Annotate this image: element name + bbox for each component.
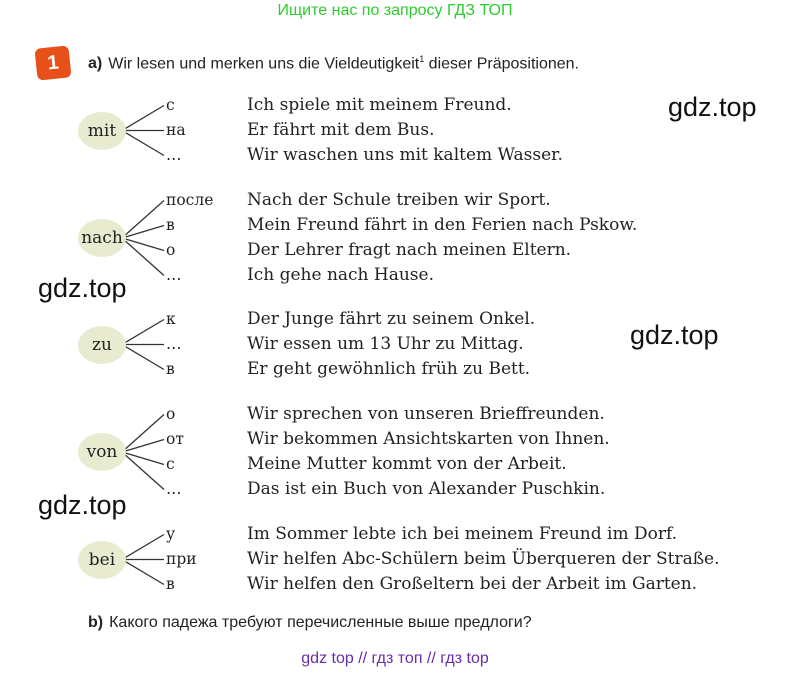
task-b-label: b) xyxy=(88,614,104,631)
watermark: gdz.top xyxy=(630,320,719,350)
russian-preposition: … xyxy=(166,266,182,284)
russian-preposition: … xyxy=(166,146,182,164)
example-sentence: Wir helfen Abc-Schülern beim Überqueren der Straße. xyxy=(247,549,720,569)
task-b xyxy=(88,614,532,632)
russian-preposition: после xyxy=(166,191,214,209)
group-nach xyxy=(78,188,790,288)
task-a xyxy=(88,54,579,73)
russian-preposition: в xyxy=(166,575,175,593)
connector-line xyxy=(122,345,164,370)
example-sentence: Wir bekommen Ansichtskarten von Ihnen. xyxy=(247,429,610,449)
connector-line xyxy=(122,106,164,131)
example-sentence: Der Lehrer fragt nach meinen Eltern. xyxy=(247,240,572,260)
preposition-oval: zu xyxy=(78,326,126,364)
group-von xyxy=(78,402,790,502)
preposition-oval: nach xyxy=(78,219,126,257)
example-sentence: Das ist ein Buch von Alexander Puschkin. xyxy=(247,479,606,499)
example-sentence: Ich spiele mit meinem Freund. xyxy=(247,95,512,115)
russian-preposition: от xyxy=(166,430,184,448)
russian-preposition: в xyxy=(166,216,175,234)
example-sentence: Wir waschen uns mit kaltem Wasser. xyxy=(247,145,563,165)
russian-preposition: о xyxy=(166,241,176,259)
russian-preposition: … xyxy=(166,335,182,353)
russian-preposition: … xyxy=(166,480,182,498)
example-sentence: Im Sommer lebte ich bei meinem Freund im Dorf. xyxy=(247,524,678,544)
preposition-oval: bei xyxy=(78,541,126,579)
russian-preposition: в xyxy=(166,360,175,378)
task-a-text: Wir lesen und merken uns die Vieldeutigkeit xyxy=(108,55,420,73)
preposition-oval: von xyxy=(78,433,126,471)
example-sentence: Wir essen um 13 Uhr zu Mittag. xyxy=(247,334,524,354)
connector-line xyxy=(122,320,164,345)
task-a-label: a) xyxy=(88,55,103,73)
russian-preposition: при xyxy=(166,550,197,568)
example-sentence: Mein Freund fährt in den Ferien nach Pskow. xyxy=(247,215,638,235)
connector-line xyxy=(122,560,164,585)
connector-line xyxy=(122,535,164,560)
example-sentence: Nach der Schule treiben wir Sport. xyxy=(247,190,551,210)
task-b-text: Какого падежа требуют перечисленные выше предлоги? xyxy=(109,614,532,631)
watermark: gdz.top xyxy=(668,92,757,122)
footnote-marker: 1 xyxy=(419,54,425,64)
example-sentence: Er geht gewöhnlich früh zu Bett. xyxy=(247,359,531,379)
footer-link[interactable]: gdz top // гдз топ // гдз top xyxy=(301,650,489,667)
preposition-oval: mit xyxy=(78,112,126,150)
example-sentence: Der Junge fährt zu seinem Onkel. xyxy=(247,309,536,329)
header-link[interactable]: Ищите нас по запросу ГДЗ ТОП xyxy=(277,2,513,19)
russian-preposition: с xyxy=(166,96,175,114)
group-bei xyxy=(78,522,790,597)
exercise-number-badge: 1 xyxy=(34,45,71,80)
russian-preposition: у xyxy=(166,525,176,543)
example-sentence: Er fährt mit dem Bus. xyxy=(247,120,435,140)
example-sentence: Wir sprechen von unseren Brieffreunden. xyxy=(247,404,605,424)
connector-line xyxy=(122,131,164,156)
example-sentence: Ich gehe nach Hause. xyxy=(247,265,434,285)
russian-preposition: на xyxy=(166,121,186,139)
russian-preposition: с xyxy=(166,455,175,473)
watermark: gdz.top xyxy=(38,273,127,303)
example-sentence: Wir helfen den Großeltern bei der Arbeit im Garten. xyxy=(247,574,698,594)
russian-preposition: к xyxy=(166,310,176,328)
task-a-text-end: dieser Präpositionen. xyxy=(424,55,579,73)
watermark: gdz.top xyxy=(38,490,127,520)
russian-preposition: о xyxy=(166,405,176,423)
example-sentence: Meine Mutter kommt von der Arbeit. xyxy=(247,454,567,474)
